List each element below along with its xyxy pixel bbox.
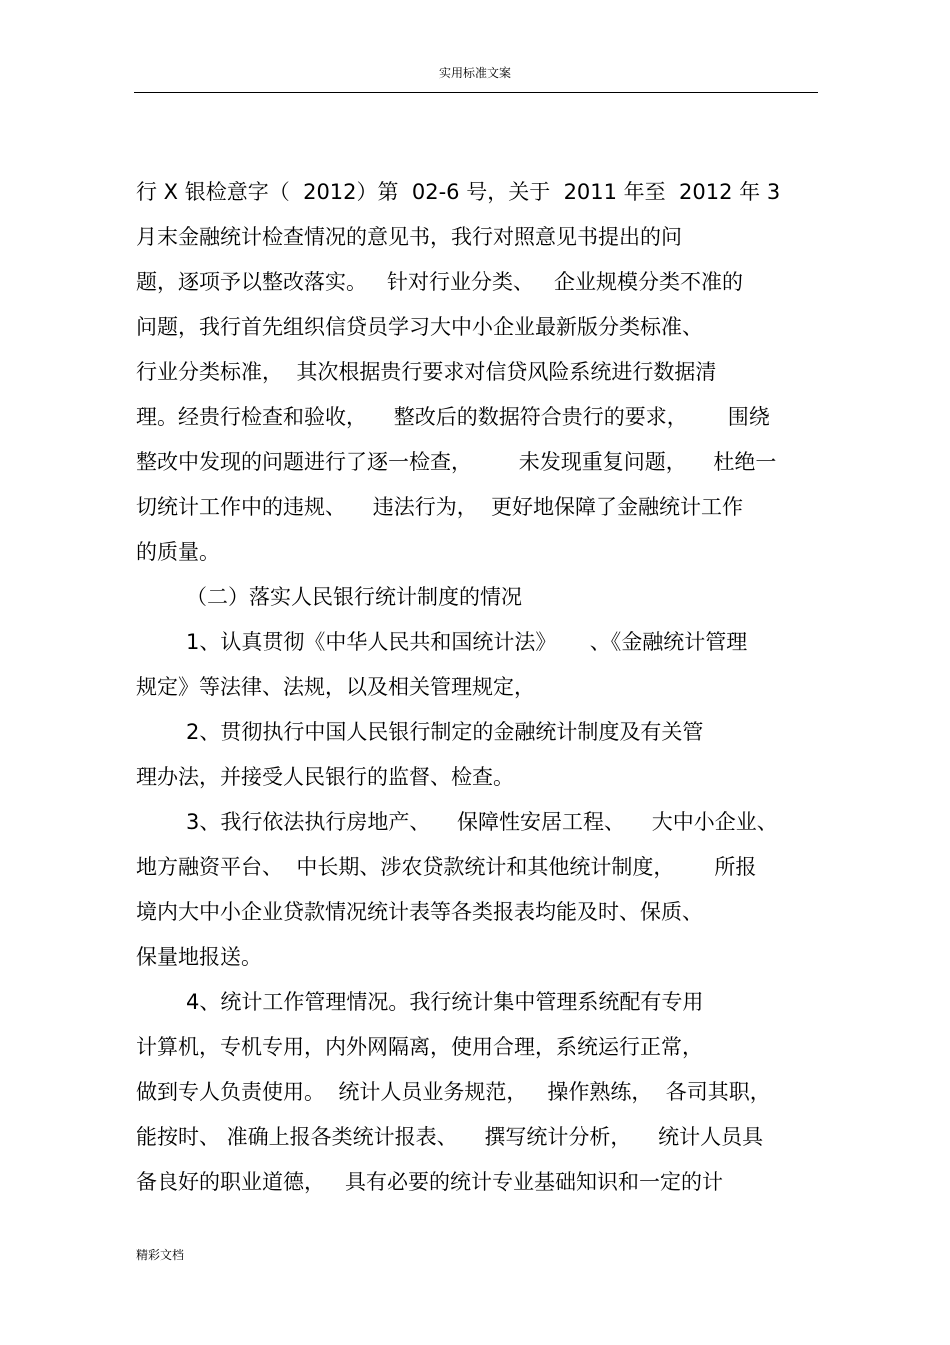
page-footer: 精彩文档 xyxy=(136,1248,185,1262)
text-line: 理。经贵行检查和验收， 整改后的数据符合贵行的要求， 围绕 xyxy=(136,405,770,429)
text-line: 计算机，专机专用，内外网隔离，使用合理，系统运行正常， xyxy=(136,1035,703,1059)
text-line: 切统计工作中的违规、 违法行为， 更好地保障了金融统计工作 xyxy=(136,495,744,519)
text-line: 地方融资平台、 中长期、涉农贷款统计和其他统计制度， 所报 xyxy=(136,855,757,879)
text-line: 1、认真贯彻《中华人民共和国统计法》 、《金融统计管理 xyxy=(186,630,748,654)
text-line: 能按时、 准确上报各类统计报表、 撰写统计分析， 统计人员具 xyxy=(136,1125,764,1149)
text-line: 备良好的职业道德， 具有必要的统计专业基础知识和一定的计 xyxy=(136,1170,724,1194)
text-line: 题，逐项予以整改落实。 针对行业分类、 企业规模分类不准的 xyxy=(136,270,744,294)
text-line: 做到专人负责使用。 统计人员业务规范， 操作熟练， 各司其职， xyxy=(136,1080,771,1104)
text-line: 整改中发现的问题进行了逐一检查， 未发现重复问题， 杜绝一 xyxy=(136,450,777,474)
header-divider xyxy=(134,92,818,93)
document-body xyxy=(136,170,826,1205)
page-header: 实用标准文案 xyxy=(438,66,511,80)
text-line: 保量地报送。 xyxy=(136,945,262,969)
section-heading: （二）落实人民银行统计制度的情况 xyxy=(186,585,522,609)
text-line: 4、统计工作管理情况。我行统计集中管理系统配有专用 xyxy=(186,990,704,1014)
text-line: 3、我行依法执行房地产、 保障性安居工程、 大中小企业、 xyxy=(186,810,778,834)
text-line: 理办法，并接受人民银行的监督、检查。 xyxy=(136,765,514,789)
text-line: 的质量。 xyxy=(136,540,220,564)
text-line: 行 X 银检意字（ 2012）第 02-6 号，关于 2011 年至 2012 年 3 xyxy=(136,180,781,204)
text-line: 2、贯彻执行中国人民银行制定的金融统计制度及有关管 xyxy=(186,720,704,744)
text-line: 问题，我行首先组织信贷员学习大中小企业最新版分类标准、 xyxy=(136,315,703,339)
text-line: 行业分类标准， 其次根据贵行要求对信贷风险系统进行数据清 xyxy=(136,360,717,384)
text-line: 规定》等法律、法规，以及相关管理规定， xyxy=(136,675,535,699)
text-line: 境内大中小企业贷款情况统计表等各类报表均能及时、保质、 xyxy=(136,900,703,924)
text-line: 月末金融统计检查情况的意见书，我行对照意见书提出的问 xyxy=(136,225,682,249)
